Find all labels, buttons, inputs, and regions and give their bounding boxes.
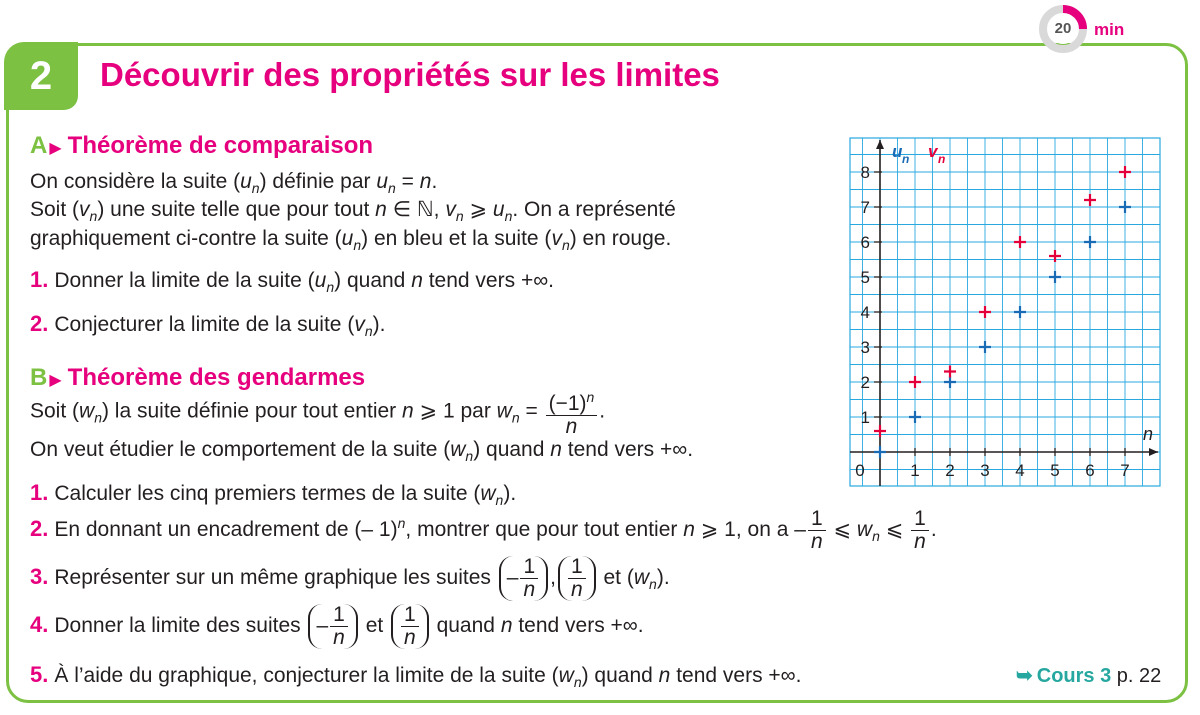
point-u_n [1084, 236, 1096, 248]
cours-page: p. 22 [1111, 665, 1162, 687]
x-tick-label: 1 [910, 461, 920, 480]
point-u_n [979, 341, 991, 353]
question-a2: 2. Conjecturer la limite de la suite $(v_n)$. [30, 311, 386, 339]
section-a-title: Théorème de comparaison [67, 132, 374, 159]
origin-label: 0 [855, 461, 865, 480]
y-tick-label: 7 [860, 198, 870, 217]
y-tick-label: 8 [860, 163, 870, 182]
timer-unit: min [1094, 20, 1125, 39]
section-a-heading [30, 134, 373, 161]
fraction: $\frac{1}{n}$ [911, 508, 929, 553]
point-u_n [1119, 201, 1131, 213]
triangle-icon: ▶ [49, 372, 62, 389]
point-u_n [909, 411, 921, 423]
legend-u: u [892, 142, 903, 161]
part-a-intro-1: On considère la suite $(u_n)$ définie par $u_n = n$. [30, 170, 438, 196]
section-b-letter: B [30, 364, 48, 391]
point-u_n [1014, 306, 1026, 318]
y-tick-label: 3 [860, 338, 870, 357]
x-tick-label: 3 [980, 461, 990, 480]
question-a1: 1. Donner la limite de la suite $(u_n)$ quand n tend vers +∞. [30, 267, 555, 295]
part-a-intro-2: Soit $(v_n)$ une suite telle que pour tout n ∈ ℕ, $v_n$ ⩾ $u_n$. On a représenté [30, 198, 676, 224]
point-v_n [1049, 250, 1061, 262]
triangle-icon: ▶ [49, 140, 62, 157]
legend-v: v [928, 142, 938, 161]
x-tick-label: 6 [1085, 461, 1095, 480]
question-b1: 1. Calculer les cinq premiers termes de la suite $(w_n)$. [30, 480, 517, 508]
x-tick-label: 5 [1050, 461, 1060, 480]
legend-sub: n [902, 152, 910, 166]
y-tick-label: 5 [860, 268, 870, 287]
x-tick-label: 2 [945, 461, 955, 480]
sequence-graph [842, 130, 1172, 492]
cours-reference[interactable] [1016, 663, 1161, 688]
section-a-letter: A [30, 132, 48, 159]
fraction: $\frac{1}{n}$ [808, 508, 826, 553]
sequence-chart [842, 130, 1172, 492]
section-b-title: Théorème des gendarmes [67, 364, 366, 391]
y-tick-label: 4 [860, 303, 870, 322]
question-b4: 4. Donner la limite des suites – $\frac{1}{n}$ et $\frac{1}{n}$ quand n tend vers +∞. [30, 603, 644, 649]
point-v_n [874, 425, 886, 437]
y-tick-label: 1 [860, 408, 870, 427]
point-u_n [1049, 271, 1061, 283]
point-u_n [874, 446, 886, 458]
x-tick-label: 7 [1120, 461, 1130, 480]
fraction-wn: $\frac{(-1)^n}{n}$ [546, 386, 598, 438]
point-v_n [944, 366, 956, 378]
part-b-intro-2: On veut étudier le comportement de la suite $(w_n)$ quand n tend vers +∞. [30, 438, 694, 464]
question-b3: 3. Représenter sur un même graphique les suites – $\frac{1}{n}$ , $\frac{1}{n}$ et $(w_n)$. [30, 555, 670, 601]
point-v_n [979, 306, 991, 318]
x-axis-arrow [1149, 448, 1158, 456]
y-tick-label: 2 [860, 373, 870, 392]
x-tick-label: 4 [1015, 461, 1025, 480]
point-v_n [1084, 194, 1096, 206]
point-v_n [1014, 236, 1026, 248]
point-u_n [944, 376, 956, 388]
part-b-intro-1: Soit $(w_n)$ la suite définie pour tout entier n ⩾ 1 par $w_n$ = $\frac{(-1)^n}{n}$ . [30, 386, 605, 438]
exercise-number: 2 [4, 42, 78, 110]
question-b5: 5. À l’aide du graphique, conjecturer la limite de la suite $(w_n)$ quand n tend vers +∞. [30, 662, 802, 690]
exercise-title: Découvrir des propriétés sur les limites [100, 56, 720, 93]
x-axis-label: n [1142, 424, 1154, 444]
legend-sub: n [938, 152, 946, 166]
y-axis-arrow [876, 140, 884, 149]
timer-badge [1038, 4, 1088, 54]
timer-value: 20 [1054, 20, 1072, 37]
arrow-right-icon: ➥ [1016, 665, 1033, 687]
cours-link[interactable]: Cours 3 [1036, 665, 1112, 687]
part-a-intro-3: graphiquement ci-contre la suite $(u_n)$ en bleu et la suite $(v_n)$ en rouge. [30, 227, 672, 253]
point-v_n [909, 376, 921, 388]
question-b2: 2. En donnant un encadrement de (– 1)$^n$, montrer que pour tout entier n ⩾ 1, on a – $\frac{1}{n}$ ⩽ $w_n$ ⩽ $\frac{1}{n}$ . [30, 507, 937, 553]
y-tick-label: 6 [860, 233, 870, 252]
point-v_n [1119, 166, 1131, 178]
